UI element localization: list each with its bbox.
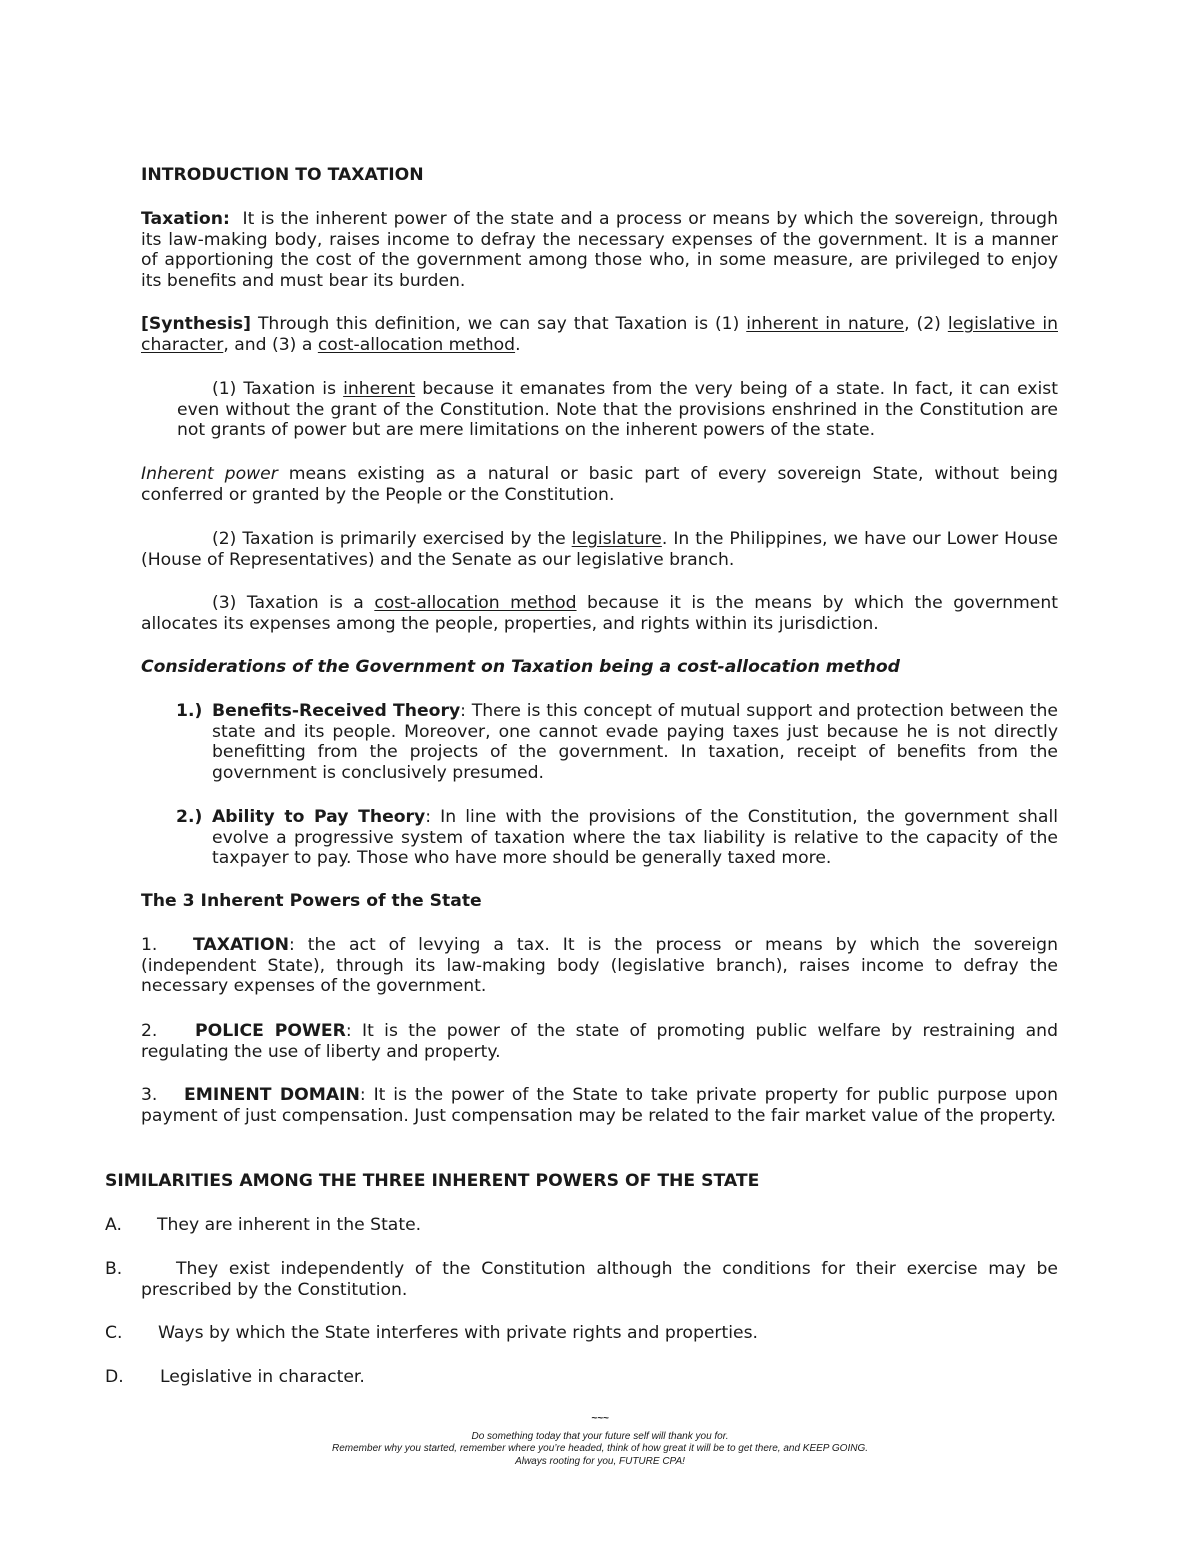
power-taxation <box>141 935 1058 997</box>
power-1-name: TAXATION <box>193 935 290 955</box>
point-2-post: . In the Philippines, we have our Lower House (House of Representatives) and the Senate as our legislative branch. <box>141 529 1058 570</box>
similarity-c <box>105 1323 1058 1344</box>
synthesis-separator-1: , (2) <box>904 314 941 334</box>
power-2-number: 2. <box>141 1021 158 1041</box>
point-2-key: legislature <box>571 529 662 549</box>
footer-line-1: Do something today that your future self will thank you for. <box>471 1431 729 1442</box>
synthesis-item-cost-allocation: cost-allocation method <box>317 334 516 355</box>
point-3-pre: (3) Taxation is a <box>212 593 364 613</box>
similarity-b-text: They exist independently of the Constitution although the conditions for their exercise may be prescribed by the Constitution. <box>141 1259 1058 1300</box>
point-3-cost-allocation <box>141 593 1058 634</box>
power-eminent-domain <box>141 1085 1058 1126</box>
theory-2-body <box>212 807 1058 869</box>
similarity-b-letter: B. <box>105 1259 123 1279</box>
power-1-text: : the act of levying a tax. It is the process or means by which the sovereign (independent State), through its law-making body (legislative branch), raises income to defray the necessary expenses of the government. <box>141 935 1058 997</box>
power-2-text: : It is the power of the state of promoting public welfare by restraining and regulating the use of liberty and property. <box>141 1021 1058 1062</box>
inherent-power-definition <box>141 464 1058 505</box>
synthesis-separator-2: , and (3) a <box>223 334 313 355</box>
similarity-b <box>105 1259 1058 1300</box>
point-3-post: because it is the means by which the government allocates its expenses among the people, properties, and rights within its jurisdiction. <box>141 593 1058 634</box>
synthesis-end: . <box>515 334 521 355</box>
theory-2-text: : In line with the provisions of the Constitution, the government shall evolve a progressive system of taxation where the tax liability is relative to the capacity of the taxpayer to pay. Those who have more should be generally taxed more. <box>212 807 1059 869</box>
theory-2-number: 2.) <box>176 807 203 827</box>
synthesis-label: [Synthesis] <box>141 314 251 334</box>
footer-mark: ~~~ <box>591 1413 609 1424</box>
synthesis-intro: Through this definition, we can say that Taxation is (1) <box>257 314 740 334</box>
powers-heading: The 3 Inherent Powers of the State <box>141 891 482 911</box>
similarity-c-text: Ways by which the State interferes with private rights and properties. <box>158 1323 759 1343</box>
similarity-a <box>105 1215 1058 1236</box>
footer-line-2: Remember why you started, remember where you’re headed, think of how great it will be to get there, and KEEP GOING. <box>332 1443 868 1454</box>
power-police-power <box>141 1021 1058 1062</box>
point-1-key: inherent <box>343 379 416 399</box>
similarity-d <box>105 1367 1058 1388</box>
similarity-a-text: They are inherent in the State. <box>157 1215 422 1235</box>
synthesis-item-legislative: legislative in character <box>141 314 1058 355</box>
power-2-name: POLICE POWER <box>195 1021 346 1041</box>
power-1-number: 1. <box>141 935 158 955</box>
theory-ability-to-pay <box>176 807 1058 869</box>
power-3-name: EMINENT DOMAIN <box>184 1085 360 1105</box>
point-1-pre: (1) Taxation is <box>212 379 337 399</box>
similarity-c-letter: C. <box>105 1323 123 1343</box>
theory-1-body <box>212 701 1058 783</box>
similarities-heading: SIMILARITIES AMONG THE THREE INHERENT POWERS OF THE STATE <box>105 1171 760 1191</box>
theory-1-text: : There is this concept of mutual support and protection between the state and its people. Moreover, one cannot evade paying taxes just because he is not directly benefitting from the projects of the government. In taxation, receipt of benefits from the government is conclusively presumed. <box>212 701 1058 783</box>
synthesis-item-inherent: inherent in nature <box>746 314 905 334</box>
point-2-pre: (2) Taxation is primarily exercised by the <box>212 529 566 549</box>
footer-line-3: Always rooting for you, FUTURE CPA! <box>515 1456 685 1467</box>
theory-1-name: Benefits-Received Theory <box>212 701 461 721</box>
considerations-heading: Considerations of the Government on Taxation being a cost-allocation method <box>141 657 900 677</box>
point-1-inherent <box>177 379 1058 441</box>
theory-1-number: 1.) <box>176 701 203 721</box>
power-3-text: : It is the power of the State to take private property for public purpose upon payment of just compensation. Just compensation may be related to the fair market value of the property. <box>141 1085 1058 1126</box>
power-3-number: 3. <box>141 1085 158 1105</box>
theory-2-name: Ability to Pay Theory <box>212 807 426 827</box>
taxation-definition-text: It is the inherent power of the state and a process or means by which the sovereign, through its law-making body, raises income to defray the necessary expenses of the government. It is a manner of apportioning the cost of the government among those who, in some measure, are privileged to enjoy its benefits and must bear its burden. <box>141 209 1058 291</box>
similarity-a-letter: A. <box>105 1215 122 1235</box>
point-2-legislative <box>141 529 1058 570</box>
taxation-definition <box>141 209 1058 291</box>
inherent-power-term: Inherent power <box>141 464 278 484</box>
taxation-term: Taxation: <box>141 209 230 229</box>
point-1-post: because it emanates from the very being of a state. In fact, it can exist even without the grant of the Constitution. Note that the provisions enshrined in the Constitution are not grants of power but are mere limitations on the inherent powers of the state. <box>177 379 1058 441</box>
document-title: INTRODUCTION TO TAXATION <box>141 165 424 185</box>
similarity-d-letter: D. <box>105 1367 124 1387</box>
similarity-d-text: Legislative in character. <box>160 1367 365 1387</box>
synthesis-paragraph <box>141 314 1058 355</box>
theory-benefits-received <box>176 701 1058 783</box>
point-3-key: cost-allocation method <box>374 593 577 613</box>
inherent-power-text: means existing as a natural or basic part of every sovereign State, without being conferred or granted by the People or the Constitution. <box>141 464 1058 505</box>
